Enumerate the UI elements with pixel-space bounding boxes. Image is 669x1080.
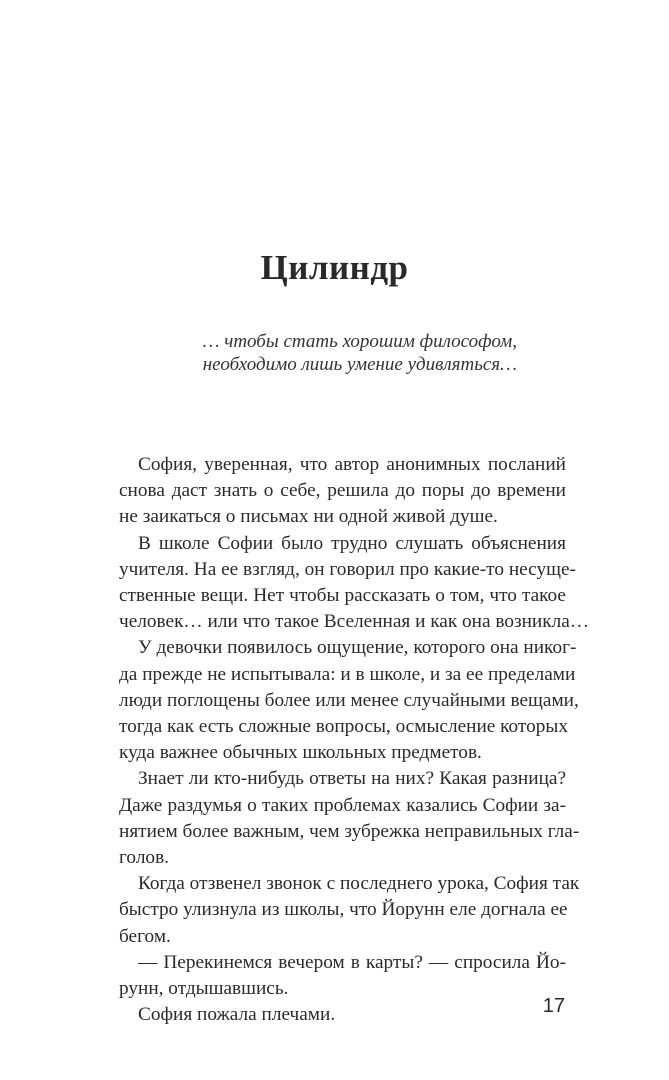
text-line: куда важнее обычных школьных предметов. (119, 742, 482, 764)
text-line: бегом. (119, 925, 171, 947)
text-line: София, уверенная, что автор анонимных посланий (138, 454, 566, 475)
text-line: рунн, отдышавшись. (119, 978, 289, 1000)
page-number: 17 (542, 995, 565, 1017)
text-line: не заикаться о письмах ни одной живой душе. (119, 506, 498, 528)
text-line: учителя. На ее взгляд, он говорил про какие-то несуще- (119, 558, 576, 580)
text-line: Даже раздумья о таких проблемах казались Софии за- (119, 794, 566, 816)
epigraph-line: … чтобы стать хорошим философом, (202, 331, 517, 352)
paragraph (119, 766, 580, 871)
text-line: голов. (119, 847, 170, 869)
text-line: В школе Софии было трудно слушать объяснения (138, 532, 566, 554)
paragraph (119, 452, 566, 531)
text-line: нятием более важным, чем зубрежка неправильных гла- (119, 820, 580, 842)
text-line: да прежде не испытывала: и в школе, и за ее пределами (119, 663, 576, 685)
chapter-title: Цилиндр (260, 248, 409, 287)
epigraph (203, 330, 517, 376)
text-line: тогда как есть сложные вопросы, осмысление которых (119, 716, 568, 738)
body-text (119, 452, 590, 1028)
paragraph (119, 531, 590, 636)
paragraph (119, 1002, 566, 1028)
text-line: ственные вещи. Нет чтобы рассказать о том, что такое (119, 585, 566, 607)
text-line: Когда отзвенел звонок с последнего урока, София так (138, 873, 580, 895)
text-line: София пожала плечами. (138, 1004, 336, 1026)
text-line: человек… или что такое Вселенная и как она возникла… (119, 611, 590, 633)
text-line: люди поглощены более или менее случайными вещами, (119, 689, 579, 711)
text-line: — Перекинемся вечером в карты? — спросила Йо- (138, 951, 566, 973)
text-line: Знает ли кто-нибудь ответы на них? Какая разница? (138, 768, 566, 790)
text-line: быстро улизнула из школы, что Йорунн еле догнала ее (119, 899, 568, 921)
text-line: снова даст знать о себе, решила до поры до времени (119, 480, 566, 502)
paragraph (119, 871, 580, 950)
paragraph (119, 635, 579, 766)
epigraph-line: необходимо лишь умение удивляться… (202, 354, 517, 375)
paragraph (119, 950, 566, 1002)
text-line: У девочки появилось ощущение, которого она никог- (138, 637, 577, 659)
